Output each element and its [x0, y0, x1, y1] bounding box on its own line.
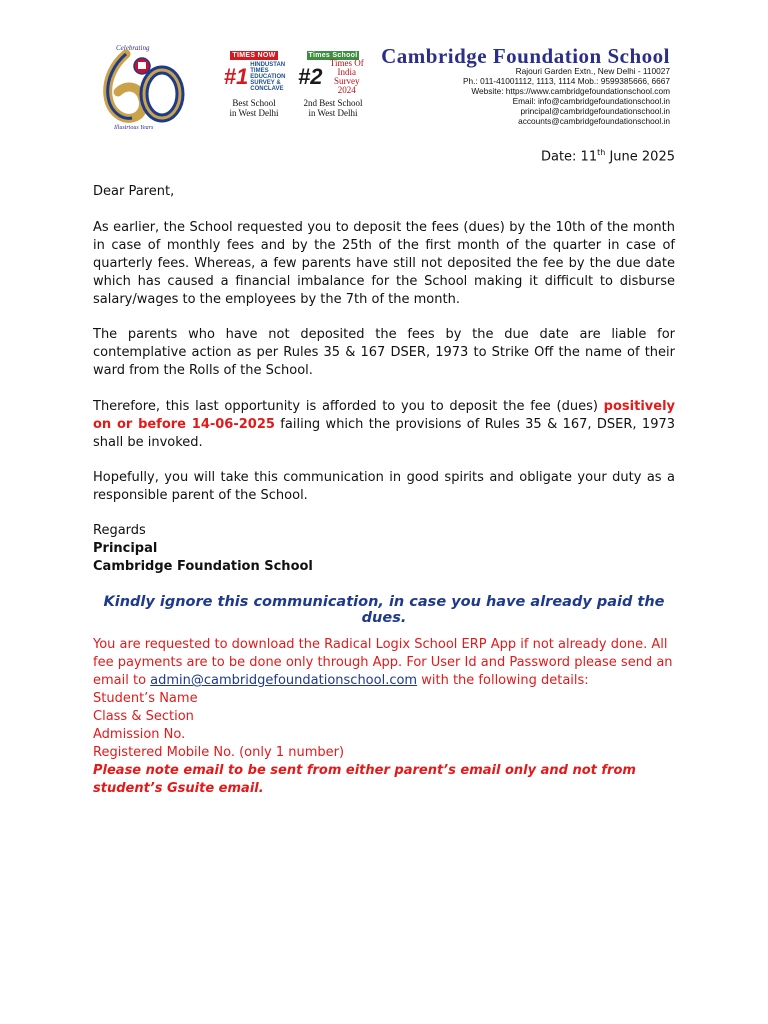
badge2-rank: #2: [298, 64, 323, 89]
badge1-survey-text: HINDUSTAN TIMES EDUCATION SURVEY & CONCLAVE: [250, 62, 286, 92]
badge1-rank: #1: [223, 64, 249, 89]
ignore-notice: Kindly ignore this communication, in case you have already paid the dues.: [103, 594, 665, 626]
detail-class-section: Class & Section: [93, 709, 194, 724]
school-address: Rajouri Garden Extn., New Delhi - 110027: [515, 66, 670, 76]
detail-admission-no: Admission No.: [93, 727, 186, 742]
erp-instructions: You are requested to download the Radical Logix School ERP App if not already done. All fee payments are to be done only through App. For User Id and Password please send an email to admin@cambridgefoundationschool.com with the following details: Student’s Name Class & Section Admission No. Registered Mobile No. (only 1 number) Please note email to be sent from either parent’s email only and not from student’s Gsuite email.: [93, 636, 675, 798]
logo-celebrating-text: Celebrating: [116, 44, 150, 52]
paragraph-fee-deadline: As earlier, the School requested you to deposit the fees (dues) by the 10th of the month in case of monthly fees and by the 25th of the first month of the quarter in case of quarterly fees. Whereas, a few parents have still not deposited the fee by the due date which has caused a financial imbalance for the School making it difficult to disburse salary/wages to the employees by the 7th of the month.: [93, 220, 675, 307]
letterhead: [0, 0, 768, 135]
letter-date: Date: 11th June 2025: [540, 148, 675, 165]
regards-text: Regards: [93, 523, 146, 538]
school-email-info: Email: info@cambridgefoundationschool.in: [512, 96, 670, 106]
salutation: Dear Parent,: [93, 184, 175, 199]
school-contact-block: [463, 66, 670, 126]
badge1-caption: Best School in West Delhi: [229, 98, 279, 118]
badge2-caption: 2nd Best School in West Delhi: [303, 98, 363, 118]
school-email-principal: principal@cambridgefoundationschool.in: [520, 106, 670, 116]
admin-email-link[interactable]: admin@cambridgefoundationschool.com: [150, 673, 418, 688]
school-email-accounts: accounts@cambridgefoundationschool.in: [518, 116, 670, 126]
badge1-top-label: TIMES NOW: [232, 52, 276, 59]
badge2-survey-text: Times Of India Survey 2024: [329, 58, 364, 95]
paragraph-rules-action: The parents who have not deposited the fees by the due date are liable for contemplative action as per Rules 35 & 167 DSER, 1973 to Strike Off the name of their ward from the Rolls of the School.: [93, 327, 675, 378]
paragraph-closing: Hopefully, you will take this communication in good spirits and obligate your duty as a responsible parent of the School.: [93, 470, 675, 503]
detail-mobile-no: Registered Mobile No. (only 1 number): [93, 745, 345, 760]
deadline-highlight: positively on or before 14-06-2025: [93, 399, 675, 432]
badge2-top-label: Times School: [308, 52, 358, 59]
signatory-organization: Cambridge Foundation School: [93, 559, 313, 574]
ranking-badge-2: [298, 44, 368, 118]
ranking-badge-1: [222, 44, 286, 118]
school-phone: Ph.: 011-41001112, 1113, 1114 Mob.: 9599385666, 6667: [463, 76, 670, 86]
school-anniversary-logo: [96, 40, 188, 132]
signature-block: [93, 522, 675, 576]
paragraph-last-opportunity: Therefore, this last opportunity is afforded to you to deposit the fee (dues) positively on or before 14-06-2025 failing which the provisions of Rules 35 & 167, DSER, 1973 shall be invoked.: [93, 399, 676, 450]
school-name: Cambridge Foundation School: [381, 44, 670, 68]
logo-subtitle-text: Illustrious Years: [114, 125, 154, 131]
final-email-note: Please note email to be sent from either parent’s email only and not from student’s Gsuite email.: [93, 763, 636, 796]
detail-student-name: Student’s Name: [93, 691, 198, 706]
school-website: Website: https://www.cambridgefoundationschool.com: [471, 86, 670, 96]
signatory-title: Principal: [93, 541, 158, 556]
